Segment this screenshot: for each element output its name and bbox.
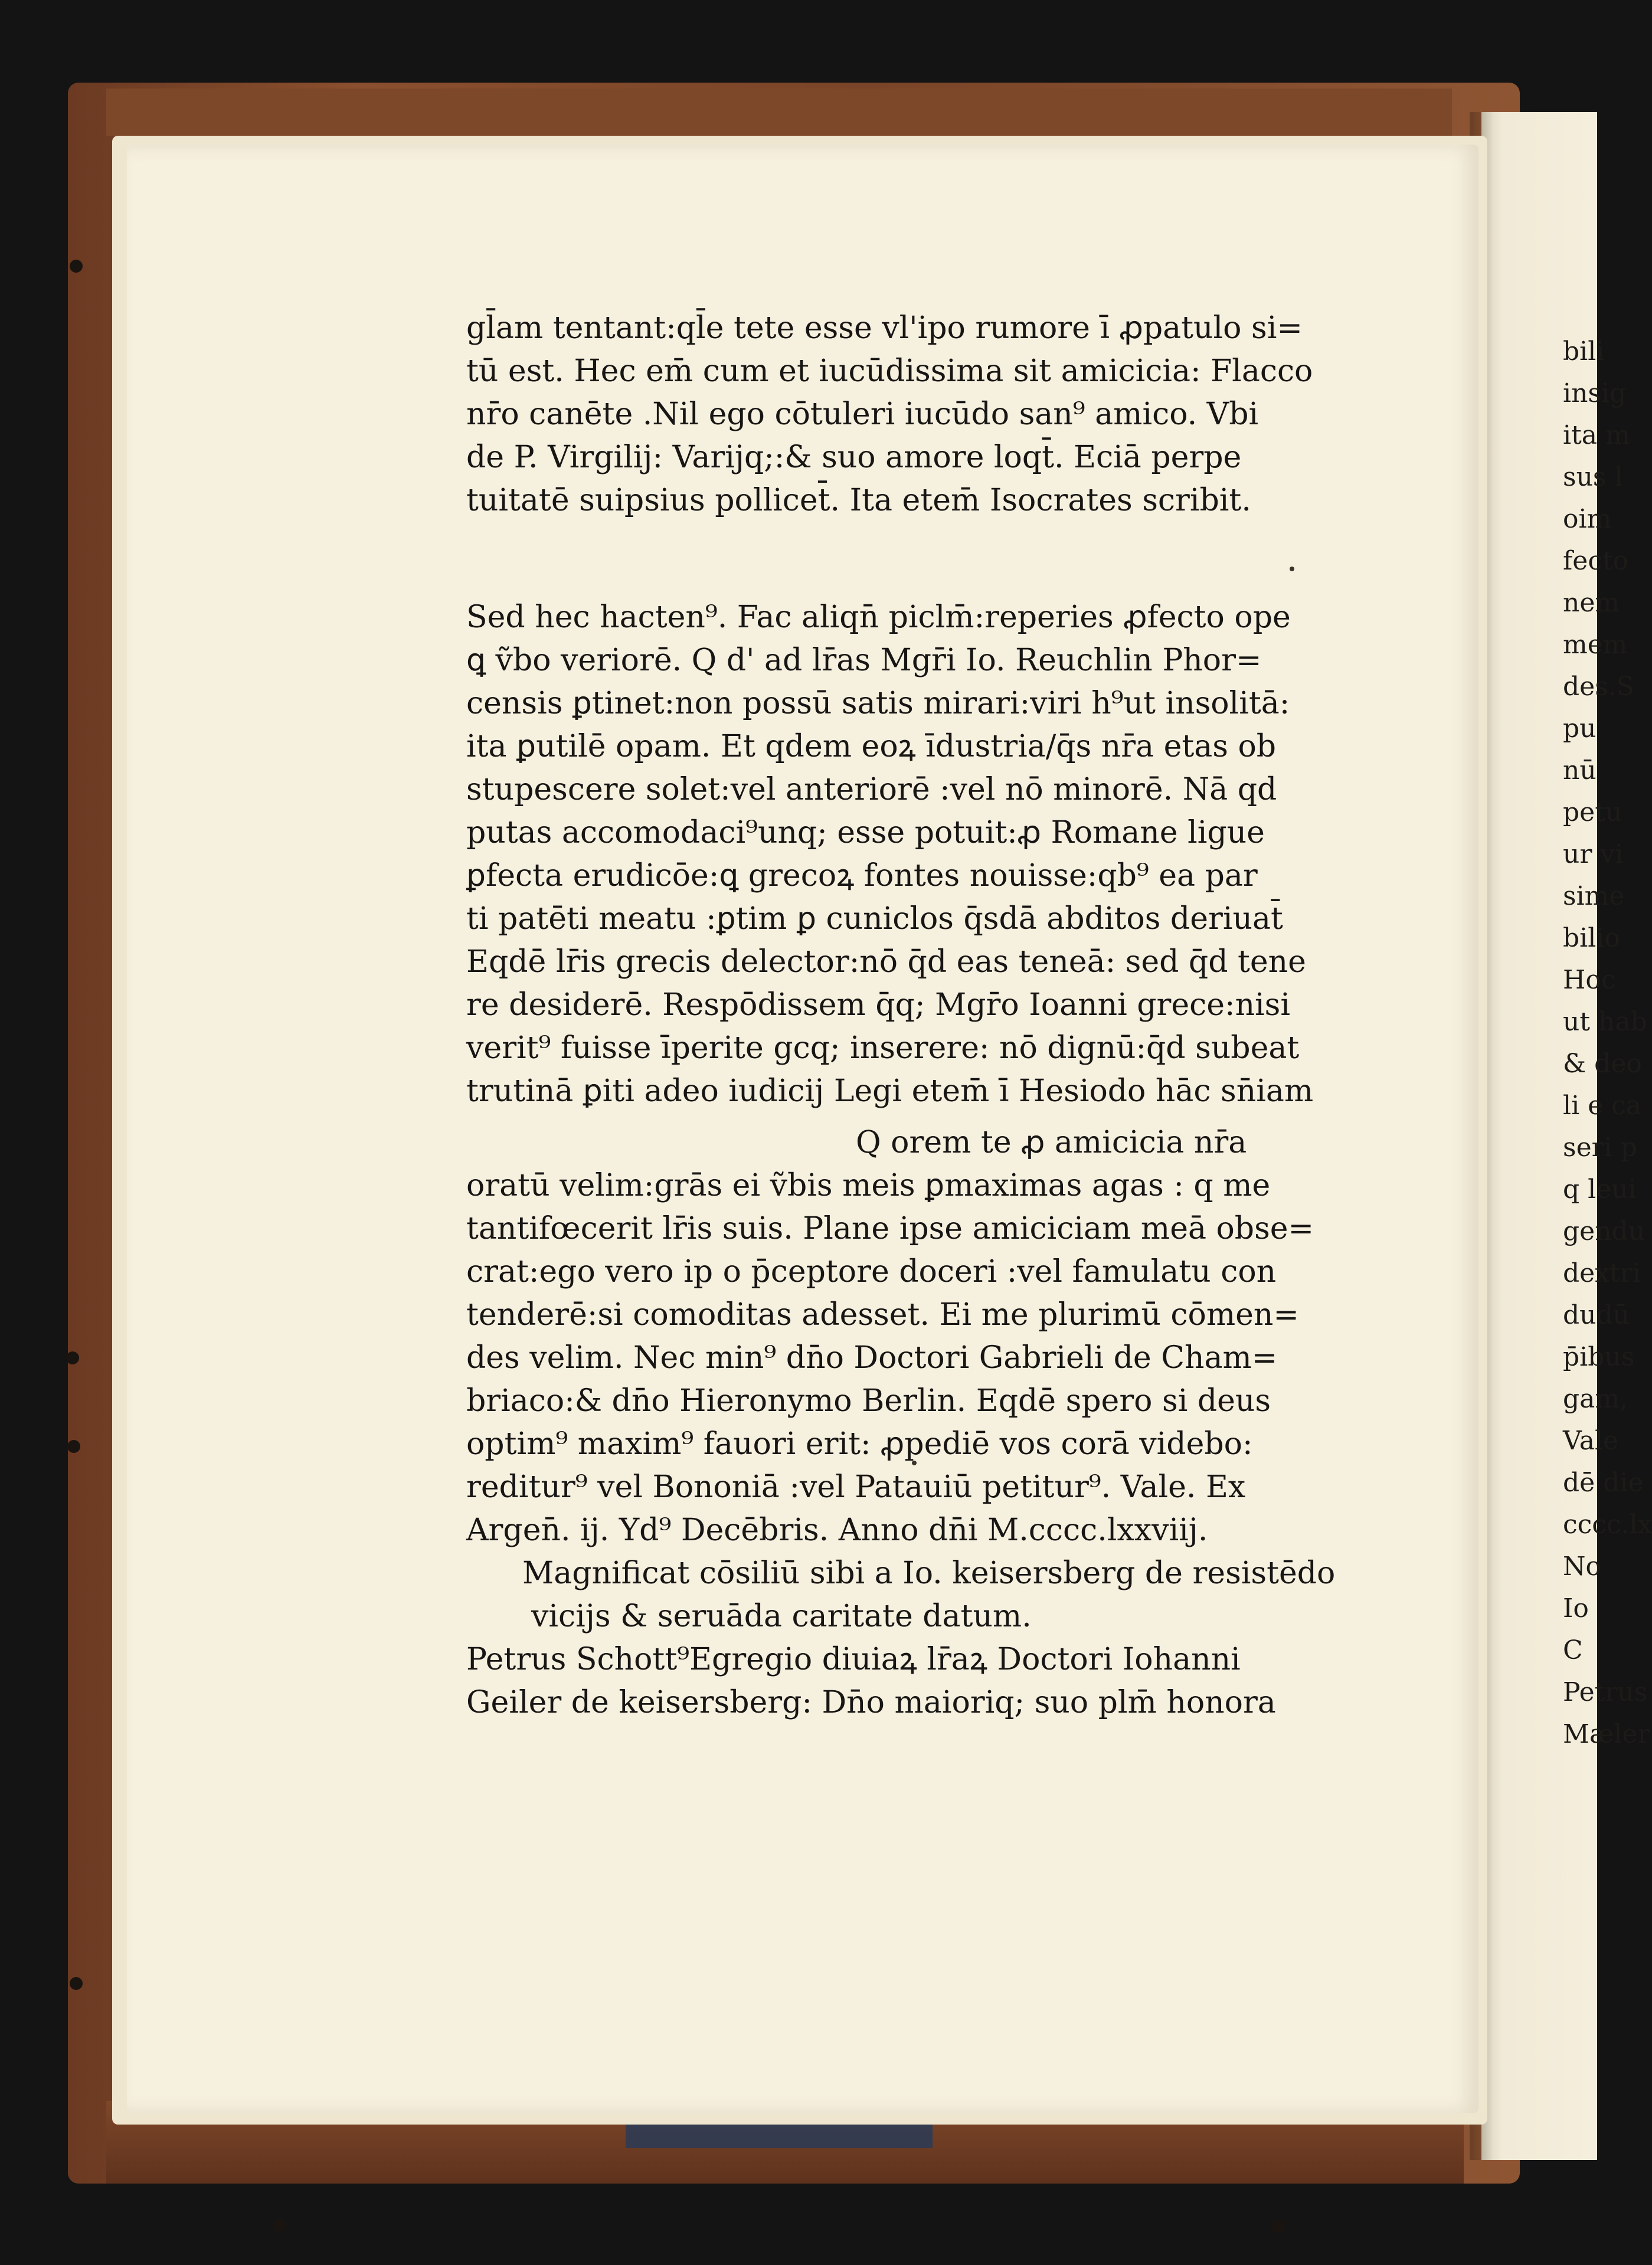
paragraph-2 <box>466 596 1313 1113</box>
text-line: oratū velim:grās ei ṽbis meis ꝑmaximas agas : q me <box>466 1168 1271 1203</box>
facing-line: bilio <box>1563 923 1620 953</box>
text-line: verit⁹ fuisse īperite gcq; inserere: nō dignū:q̄d subeat <box>466 1030 1300 1066</box>
text-line: crat:ego vero ip o p̄ceptore doceri :vel famulatu con <box>466 1254 1277 1289</box>
facing-line: gam, <box>1563 1384 1628 1414</box>
facing-page-text <box>1563 330 1652 1755</box>
text-line: trutinā ꝑiti adeo iudicij Legi etem̄ ī Hesiodo hāc sn̄iam <box>466 1073 1314 1109</box>
binding-nail <box>273 2219 286 2232</box>
facing-line: cccc.lx <box>1563 1510 1652 1540</box>
facing-line: nū <box>1563 755 1597 785</box>
facing-line: insig <box>1563 378 1627 408</box>
binding-nail <box>70 1977 83 1990</box>
text-line: vicijs & seruāda caritate datum. <box>531 1599 1032 1634</box>
facing-line: nem <box>1563 588 1620 618</box>
paper-speck <box>1290 567 1294 571</box>
facing-line: bili <box>1563 336 1605 366</box>
spine-strip <box>626 2125 933 2148</box>
text-line: Sed hec hacten⁹. Fac aliqn̄ piclm̄:reperies ꝓfecto ope <box>466 600 1291 635</box>
facing-line: C <box>1563 1635 1583 1665</box>
facing-line: petu <box>1563 797 1622 827</box>
text-line: tantifœcerit lr̄is suis. Plane ipse amiciciam meā obse= <box>466 1211 1314 1246</box>
facing-line: Petrus <box>1563 1677 1648 1707</box>
facing-line: oim <box>1563 504 1612 534</box>
facing-line: dudū <box>1563 1300 1630 1330</box>
text-line: optim⁹ maxim⁹ fauori erit: ꝓpediē vos corā videbo: <box>466 1426 1253 1462</box>
facing-line: Hoc <box>1563 965 1616 995</box>
text-line: de P. Virgilij: Varijq;:& suo amore loqt̄. Eciā perpe <box>466 440 1242 475</box>
facing-line: & deo <box>1563 1049 1642 1079</box>
binding-nail <box>66 1351 79 1364</box>
text-line: stupescere solet:vel anteriorē :vel nō minorē. Nā qd <box>466 772 1277 807</box>
text-line: tenderē:si comoditas adesset. Ei me plurimū cōmen= <box>466 1297 1299 1333</box>
text-line: Petrus Schott⁹Egregio diuiaꝝ lr̄aꝝ Doctori Iohanni <box>466 1642 1241 1677</box>
facing-line: No <box>1563 1552 1601 1582</box>
binding-nail <box>1272 2220 1285 2233</box>
facing-line: ur vi <box>1563 839 1624 869</box>
facing-line: ut hab <box>1563 1007 1647 1037</box>
facing-line: des.S <box>1563 672 1634 702</box>
binding-nail <box>70 260 83 273</box>
facing-line: Vale <box>1563 1426 1619 1456</box>
facing-line: dextri <box>1563 1258 1641 1288</box>
facing-line: sime <box>1563 881 1625 911</box>
facing-line: dē die <box>1563 1468 1644 1498</box>
paragraph-3 <box>466 1121 1335 1724</box>
text-line: reditur⁹ vel Bononiā :vel Patauiū petitur⁹. Vale. Ex <box>466 1469 1246 1505</box>
text-line: nr̄o canēte .Nil ego cōtuleri iucūdo san⁹ amico. Vbi <box>466 397 1259 432</box>
facing-line: li e ca <box>1563 1091 1642 1121</box>
text-line: re desiderē. Respōdissem q̄q; Mgr̄o Ioanni grece:nisi <box>466 987 1291 1023</box>
text-line: Argen̄. ij. Yd⁹ Decēbris. Anno dn̄i M.cccc.lxxviij. <box>466 1513 1208 1548</box>
facing-line: gendu <box>1563 1216 1646 1246</box>
text-line: ꝑfecta erudicōe:ꝗ grecoꝝ fontes nouisse:qb⁹ ea par <box>466 858 1258 893</box>
facing-line: q leui <box>1563 1174 1637 1204</box>
facing-line: fecto <box>1563 546 1629 576</box>
text-line: Eqdē lr̄is grecis delector:nō q̄d eas teneā: sed q̄d tene <box>466 944 1306 980</box>
text-line: ita ꝑutilē opam. Et qdem eoꝝ īdustria/q̄s nr̄a etas ob <box>466 729 1277 764</box>
text-line: putas accomodaci⁹unq; esse potuit:ꝓ Romane ligue <box>466 815 1265 850</box>
text-line: des velim. Nec min⁹ dn̄o Doctori Gabrieli de Cham= <box>466 1340 1278 1376</box>
facing-line: mem <box>1563 630 1628 660</box>
text-line: tuitatē suipsius pollicet̄. Ita etem̄ Isocrates scribit. <box>466 483 1251 518</box>
text-line: censis ꝑtinet:non possū satis mirari:viri h⁹ut insolitā: <box>466 686 1290 721</box>
facing-line: p̄ibus <box>1563 1342 1635 1372</box>
facing-line: Mæler <box>1563 1719 1650 1749</box>
text-line: tū est. Hec em̄ cum et iucūdissima sit amicicia: Flacco <box>466 354 1313 389</box>
text-line: gl̄am tentant:ql̄e tete esse vl'ipo rumore ī ꝓpatulo si= <box>466 310 1303 346</box>
facing-line: pu <box>1563 713 1597 744</box>
paragraph-1 <box>466 307 1313 522</box>
binding-nail <box>67 1440 80 1453</box>
text-line: ti patēti meatu :ꝑtim ꝑ cuniclos q̄sdā abditos deriuat̄ <box>466 901 1283 937</box>
facing-line: seri p <box>1563 1132 1637 1163</box>
text-line: Q orem te ꝓ amicicia nr̄a <box>856 1125 1247 1160</box>
text-line: Geiler de keisersberg: Dn̄o maioriq; suo plm̄ honora <box>466 1685 1276 1720</box>
text-line: briaco:& dn̄o Hieronymo Berlin. Eqdē spero si deus <box>466 1383 1271 1419</box>
facing-line: sus l <box>1563 462 1623 492</box>
facing-line: Io <box>1563 1593 1589 1624</box>
cover-top-edge <box>106 89 1452 136</box>
text-line: Magnificat cōsiliū sibi a Io. keisersberg de resistēdo <box>522 1556 1336 1591</box>
text-line: ꝗ ṽbo veriorē. Q d' ad lr̄as Mgr̄i Io. Reuchlin Phor= <box>466 643 1262 678</box>
facing-line: ita m <box>1563 420 1630 450</box>
